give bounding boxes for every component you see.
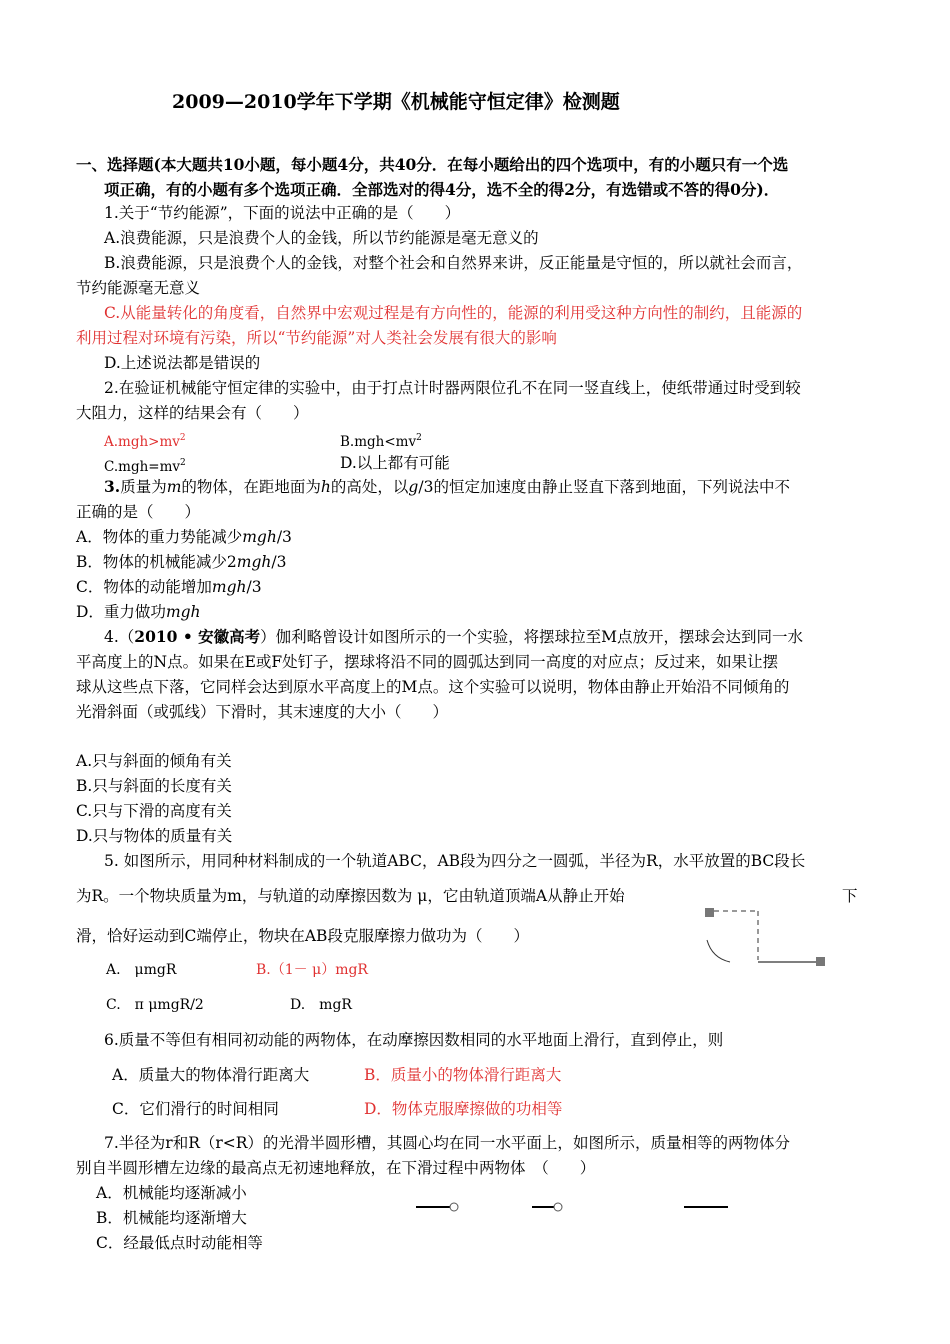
q3-option-d: D．重力做功mgh — [76, 603, 201, 621]
q7-ball-1 — [450, 1203, 458, 1211]
q5-stem-line-3: 滑，恰好运动到C端停止，物块在AB段克服摩擦力做功为（ ） — [76, 927, 529, 945]
q7-stem-line-1: 7.半径为r和R（r<R）的光滑半圆形槽，其圆心均在同一水平面上，如图所示，质量相等的两物体分 — [104, 1134, 790, 1152]
q3-option-a: A．物体的重力势能减少mgh/3 — [76, 528, 292, 546]
q1-option-a: A.浪费能源，只是浪费个人的金钱，所以节约能源是毫无意义的 — [104, 229, 539, 247]
q7-option-c: C．经最低点时动能相等 — [96, 1234, 263, 1252]
q2-stem-line-1: 2.在验证机械能守恒定律的实验中，由于打点计时器两限位孔不在同一竖直线上，使纸带通过时受到较 — [104, 379, 801, 397]
q4-stem-line-4: 光滑斜面（或弧线）下滑时，其末速度的大小（ ） — [76, 703, 449, 721]
q1-option-c-line-2: 利用过程对环境有污染，所以“节约能源”对人类社会发展有很大的影响 — [76, 329, 557, 347]
q5-option-b: B.（1－ μ）mgR — [256, 962, 368, 978]
q5-option-a: A. μmgR — [106, 962, 177, 978]
q3-option-c: C．物体的动能增加mgh/3 — [76, 578, 262, 596]
q1-option-b-line-2: 节约能源毫无意义 — [76, 279, 201, 297]
q5-stem-line-1: 5. 如图所示，用同种材料制成的一个轨道ABC，AB段为四分之一圆弧，半径为R，水平放置的BC段长 — [104, 852, 806, 870]
q5-stem-line-2: 为R。一个物块质量为m，与轨道的动摩擦因数为 μ，它由轨道顶端A从静止开始 — [76, 887, 625, 905]
q5-block-a-marker — [705, 908, 714, 917]
section-header-line-2: 项正确，有的小题有多个选项正确．全部选对的得4分，选不全的得2分，有选错或不答的得0分)． — [104, 180, 780, 199]
q6-option-b: B．质量小的物体滑行距离大 — [364, 1066, 562, 1084]
q5-block-c-marker — [816, 957, 825, 966]
q2-option-c: $C.mgh=mv^2$ — [104, 458, 186, 475]
section-header-line-1: 一、选择题(本大题共10小题，每小题4分，共40分．在每小题给出的四个选项中，有的小题只有一个选 — [76, 155, 789, 174]
q5-track-diagram — [700, 902, 830, 968]
q1-option-b-line-1: B.浪费能源，只是浪费个人的金钱，对整个社会和自然界来讲，反正能量是守恒的，所以就社会而言， — [104, 254, 803, 272]
q2-option-a: $A.mgh>mv^2$ — [104, 433, 186, 450]
q6-option-a: A．质量大的物体滑行距离大 — [112, 1066, 310, 1084]
q2-stem-line-2: 大阻力，这样的结果会有（ ） — [76, 404, 309, 422]
q6-stem: 6.质量不等但有相同初动能的两物体，在动摩擦因数相同的水平地面上滑行，直到停止，则 — [104, 1031, 724, 1049]
q1-stem: 1.关于“节约能源”，下面的说法中正确的是（ ） — [104, 204, 461, 222]
q6-option-d: D．物体克服摩擦做的功相等 — [364, 1100, 563, 1118]
q7-option-a: A．机械能均逐渐减小 — [96, 1184, 247, 1202]
q4-stem-line-2: 平高度上的N点。如果在E或F处钉子，摆球将沿不同的圆弧达到同一高度的对应点；反过来，如果让摆 — [76, 653, 779, 671]
q2-option-d: D.以上都有可能 — [340, 454, 450, 472]
q5-option-d: D. mgR — [290, 997, 352, 1013]
q4-stem-line-3: 球从这些点下落，它同样会达到原水平高度上的M点。这个实验可以说明，物体由静止开始沿不同倾角的 — [76, 678, 790, 696]
q4-option-c: C.只与下滑的高度有关 — [76, 802, 232, 820]
q4-option-d: D.只与物体的质量有关 — [76, 827, 233, 845]
q5-stem-line-2-end: 下 — [842, 887, 858, 905]
q7-ball-2 — [554, 1203, 562, 1211]
q5-arc-ab — [707, 940, 730, 962]
q3-option-b: B．物体的机械能减少2mgh/3 — [76, 553, 287, 571]
q7-option-b: B．机械能均逐渐增大 — [96, 1209, 247, 1227]
q3-stem-line-2: 正确的是（ ） — [76, 503, 201, 521]
q6-option-c: C．它们滑行的时间相同 — [112, 1100, 279, 1118]
q3-stem-line-1: 3.质量为m的物体，在距地面为h的高处，以g/3的恒定加速度由静止竖直下落到地面，下列说法中不 — [104, 477, 790, 496]
q4-option-a: A.只与斜面的倾角有关 — [76, 752, 232, 770]
page-title: 2009—2010学年下学期《机械能守恒定律》检测题 — [172, 91, 620, 113]
q5-option-c: C. π μmgR/2 — [106, 997, 204, 1013]
q7-groove-diagram — [412, 1198, 732, 1218]
q4-stem-line-1: 4.（2010 • 安徽高考）伽利略曾设计如图所示的一个实验，将摆球拉至M点放开，摆球会达到同一水 — [104, 627, 804, 646]
q1-option-c-line-1: C.从能量转化的角度看，自然界中宏观过程是有方向性的，能源的利用受这种方向性的制约，且能源的 — [104, 304, 803, 322]
q1-option-d: D.上述说法都是错误的 — [104, 354, 261, 372]
q2-option-b: $B.mgh<mv^2$ — [340, 433, 422, 450]
q4-option-b: B.只与斜面的长度有关 — [76, 777, 232, 795]
q7-stem-line-2: 别自半圆形槽左边缘的最高点无初速地释放，在下滑过程中两物体 （ ） — [76, 1159, 596, 1177]
